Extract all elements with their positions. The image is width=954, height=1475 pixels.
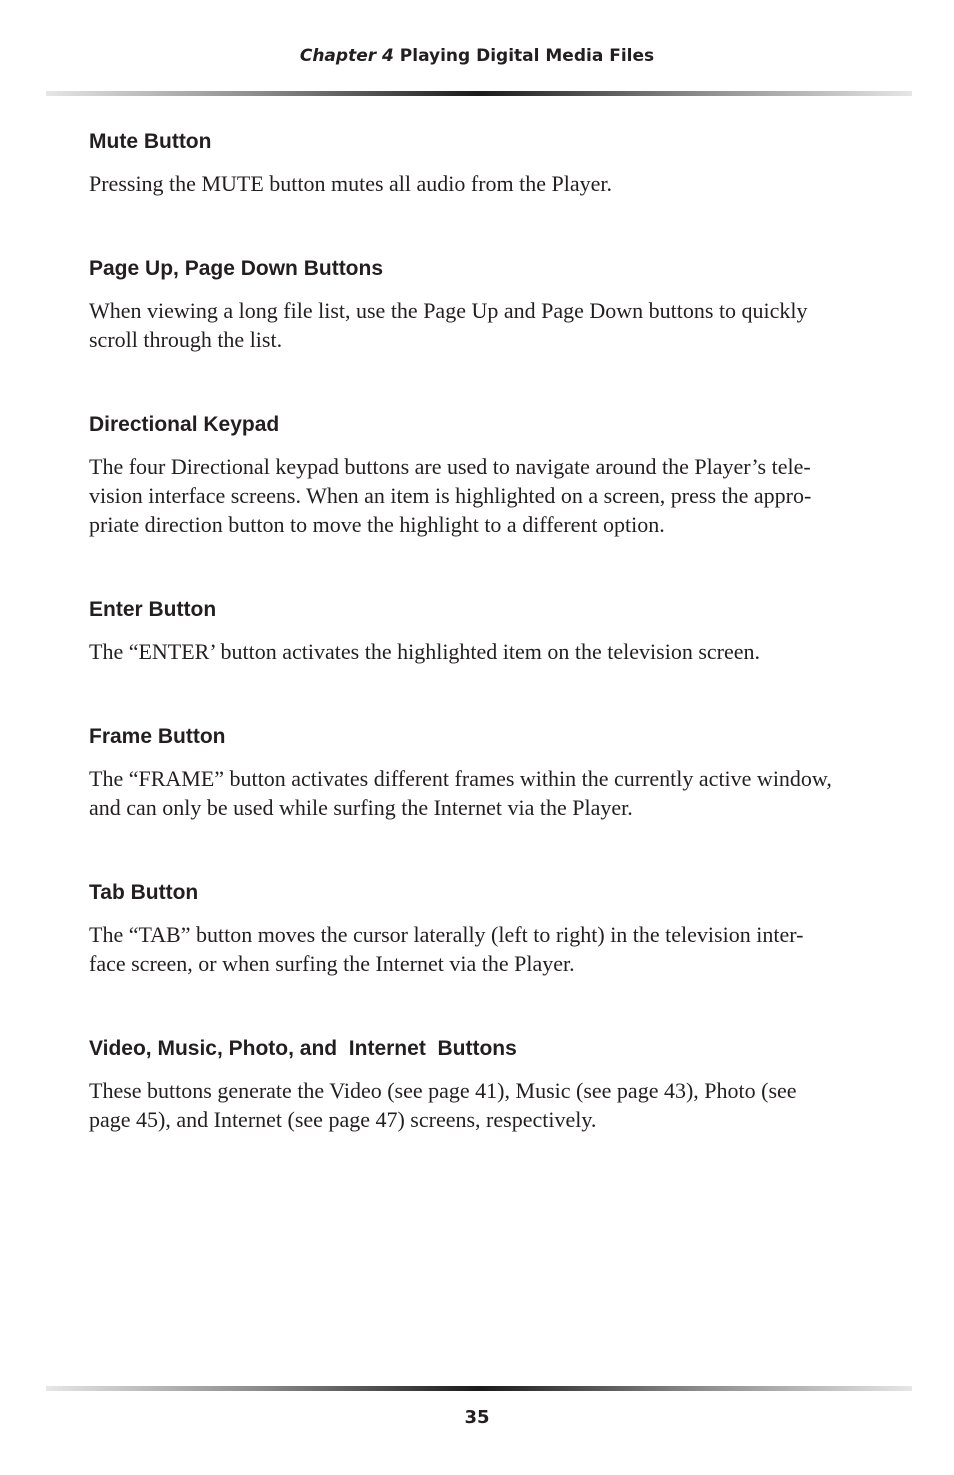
section-directional-keypad <box>89 411 867 539</box>
body-line: The “ENTER’ button activates the highlighted item on the television screen. <box>89 639 761 664</box>
section-body <box>89 296 867 354</box>
section-body <box>89 920 867 978</box>
body-line: The four Directional keypad buttons are used to navigate around the Player’s tele- <box>89 454 811 479</box>
section-heading: Tab Button <box>89 881 199 904</box>
section-page-up-down-buttons <box>89 255 867 354</box>
section-heading: Frame Button <box>89 725 226 748</box>
page-content <box>89 128 867 1191</box>
page-number: 35 <box>464 1407 490 1428</box>
section-heading: Page Up, Page Down Buttons <box>89 257 384 280</box>
body-line: vision interface screens. When an item is highlighted on a screen, press the appro- <box>89 483 812 508</box>
section-tab-button <box>89 879 867 978</box>
section-body <box>89 1076 867 1134</box>
body-line: and can only be used while surfing the Internet via the Player. <box>89 795 633 820</box>
body-line: When viewing a long file list, use the Page Up and Page Down buttons to quickly <box>89 298 808 323</box>
section-heading: Video, Music, Photo, and Internet Buttons <box>89 1037 517 1060</box>
section-body <box>89 169 867 198</box>
section-heading: Mute Button <box>89 130 212 153</box>
section-heading: Directional Keypad <box>89 413 280 436</box>
section-frame-button <box>89 723 867 822</box>
body-line: page 45), and Internet (see page 47) screens, respectively. <box>89 1107 597 1132</box>
body-line: The “FRAME” button activates different frames within the currently active window, <box>89 766 832 791</box>
body-line: Pressing the MUTE button mutes all audio from the Player. <box>89 171 613 196</box>
body-line: scroll through the list. <box>89 327 283 352</box>
body-line: priate direction button to move the highlight to a different option. <box>89 512 665 537</box>
header-rule <box>46 91 912 96</box>
section-heading: Enter Button <box>89 598 217 621</box>
section-body <box>89 452 867 539</box>
section-body <box>89 637 867 666</box>
body-line: face screen, or when surfing the Internet via the Player. <box>89 951 575 976</box>
section-media-buttons <box>89 1035 867 1134</box>
chapter-label: Chapter 4 <box>299 46 394 66</box>
body-line: The “TAB” button moves the cursor laterally (left to right) in the television inter- <box>89 922 804 947</box>
chapter-title: Playing Digital Media Files <box>399 46 655 66</box>
section-mute-button <box>89 128 867 198</box>
footer-rule <box>46 1386 912 1391</box>
body-line: These buttons generate the Video (see page 41), Music (see page 43), Photo (see <box>89 1078 797 1103</box>
section-body <box>89 764 867 822</box>
section-enter-button <box>89 596 867 666</box>
running-header <box>0 46 954 66</box>
